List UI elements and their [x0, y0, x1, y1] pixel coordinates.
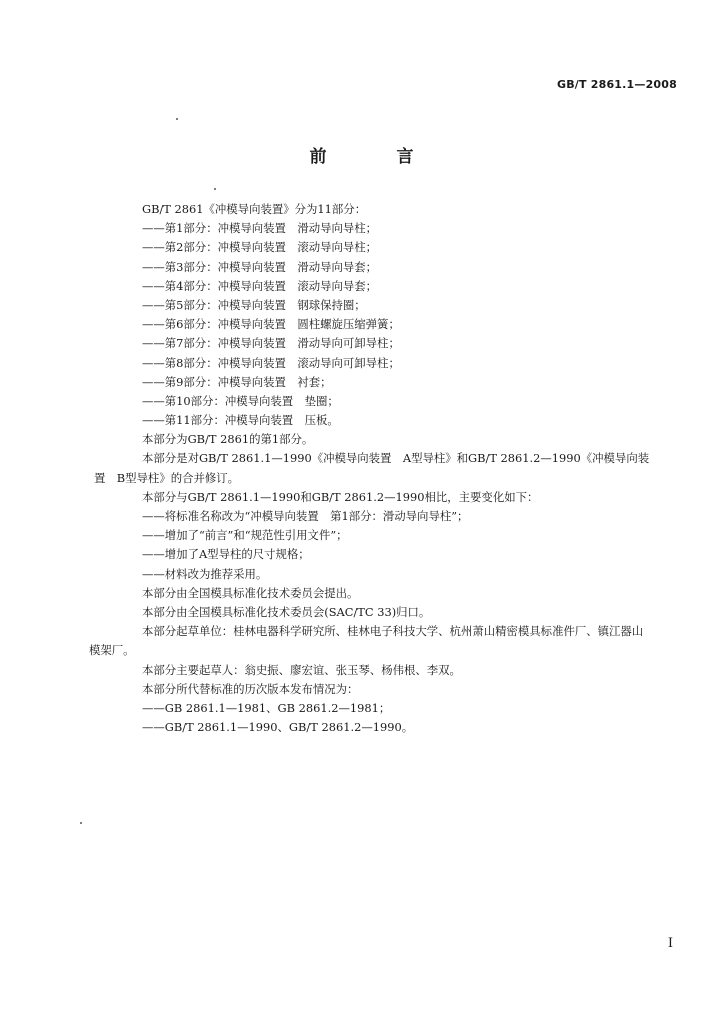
part-item: ——第9部分：冲模导向装置 衬套；: [142, 374, 332, 389]
drafting-units-line1: 本部分起草单位：桂林电器科学研究所、桂林电子科技大学、杭州萧山精密模具标准件厂、镇江器山: [142, 624, 644, 639]
changes-list: [118, 507, 684, 584]
proposed-by-paragraph: 本部分由全国模具标准化技术委员会提出。: [142, 585, 359, 600]
history-list: [118, 699, 684, 737]
scan-speck: [214, 188, 216, 190]
change-item: ——材料改为推荐采用。: [142, 566, 268, 581]
history-item: ——GB 2861.1—1981、GB 2861.2—1981；: [142, 700, 391, 715]
part-of-paragraph: 本部分为GB/T 2861的第1部分。: [142, 432, 314, 447]
page-number: I: [667, 936, 673, 951]
intro-paragraph: GB/T 2861《冲模导向装置》分为11部分：: [142, 202, 367, 216]
part-item: ——第11部分：冲模导向装置 压板。: [142, 413, 339, 428]
page-title: 前 言: [309, 147, 446, 167]
scan-speck: [176, 118, 178, 120]
history-paragraph: 本部分所代替标准的历次版本发布情况为：: [142, 681, 359, 696]
change-item: ——增加了“前言”和“规范性引用文件”；: [142, 528, 348, 543]
part-item: ——第7部分：冲模导向装置 滑动导向可卸导柱；: [142, 336, 400, 351]
part-item: ——第6部分：冲模导向装置 圆柱螺旋压缩弹簧；: [142, 317, 400, 332]
changes-paragraph: 本部分与GB/T 2861.1—1990和GB/T 2861.2—1990相比，主要变化如下：: [142, 489, 539, 504]
drafters-paragraph: 本部分主要起草人：翁史振、廖宏谊、张玉琴、杨伟根、李双。: [142, 662, 461, 677]
scan-speck: [80, 822, 82, 824]
part-item: ——第8部分：冲模导向装置 滚动导向可卸导柱；: [142, 355, 400, 370]
drafting-units-line2: 模架厂。: [89, 643, 135, 658]
history-item: ——GB/T 2861.1—1990、GB/T 2861.2—1990。: [142, 720, 414, 735]
part-item: ——第10部分：冲模导向装置 垫圈；: [142, 393, 339, 408]
standard-number-header: GB/T 2861.1—2008: [556, 78, 677, 91]
change-item: ——增加了A型导柱的尺寸规格；: [142, 547, 310, 562]
part-item: ——第5部分：冲模导向装置 钢球保持圈；: [142, 297, 366, 312]
managed-by-paragraph: 本部分由全国模具标准化技术委员会(SAC/TC 33)归口。: [142, 604, 431, 619]
part-item: ——第3部分：冲模导向装置 滑动导向导套；: [142, 259, 378, 274]
merge-paragraph-line2: 置 B型导柱》的合并修订。: [94, 470, 240, 485]
change-item: ——将标准名称改为“冲模导向装置 第1部分：滑动导向导柱”；: [142, 509, 469, 523]
parts-list: [118, 219, 684, 430]
merge-paragraph-line1: 本部分是对GB/T 2861.1—1990《冲模导向装置 A型导柱》和GB/T 2861.2—1990《冲模导向装: [142, 451, 650, 466]
part-item: ——第4部分：冲模导向装置 滚动导向导套；: [142, 278, 378, 293]
part-item: ——第1部分：冲模导向装置 滑动导向导柱；: [142, 221, 378, 236]
foreword-body: [89, 200, 684, 737]
part-item: ——第2部分：冲模导向装置 滚动导向导柱；: [142, 240, 378, 255]
